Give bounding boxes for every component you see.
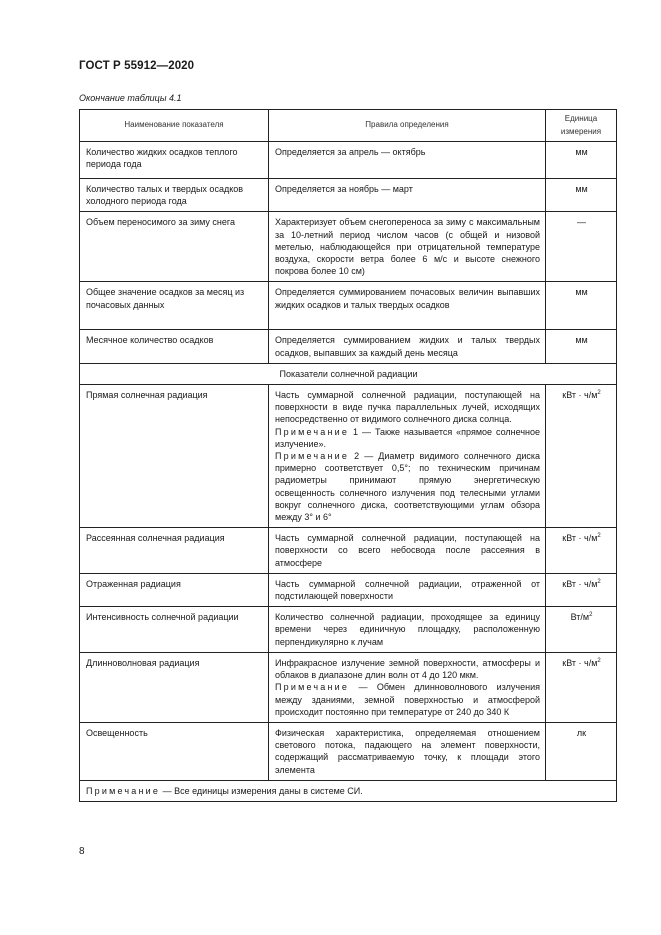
row-unit: $Вт/м^2$ <box>546 607 617 653</box>
row-rule: Количество солнечной радиации, проходящее за единицу времени через единичную площадку, расположенную перпендикулярно к лучам <box>269 607 546 653</box>
table-row <box>80 652 617 722</box>
row-rule: Определяется за ноябрь — март <box>269 179 546 212</box>
row-note <box>275 426 540 450</box>
table-row <box>80 282 617 330</box>
row-rule: Определяется суммированием жидких и талых твердых осадков, выпавших за каждый день месяца <box>269 330 546 363</box>
row-unit: кВт · $ч/м^2$ <box>546 573 617 606</box>
table-row <box>80 142 617 179</box>
column-header-rule: Правила определения <box>269 110 546 142</box>
row-rule: Характеризует объем снегопереноса за зиму с максимальным за 10-летний период числом часов (с общей и низовой метелью, наблюдающейся при отрицательной температуре воздуха, скорости ветра более 6 м/с и высоте снежного покрова более 10 см) <box>269 212 546 282</box>
table-row <box>80 212 617 282</box>
table-row <box>80 179 617 212</box>
row-unit: кВт · $ч/м^2$ <box>546 385 617 528</box>
unit-exponent: 2 <box>597 390 601 397</box>
column-header-name: Наименование показателя <box>80 110 269 142</box>
section-row <box>80 363 617 384</box>
unit-exponent: 2 <box>597 657 601 664</box>
footnote-row <box>80 780 617 801</box>
row-rule: Часть суммарной солнечной радиации, отраженной от подстилающей поверхности <box>269 573 546 606</box>
row-name: Длинноволновая радиация <box>80 652 269 722</box>
column-header-unit: Единица измерения <box>546 110 617 142</box>
row-name: Прямая солнечная радиация <box>80 385 269 528</box>
row-name: Количество жидких осадков теплого периода года <box>80 142 269 179</box>
table-row <box>80 385 617 528</box>
table-row <box>80 528 617 574</box>
row-unit: кВт · $ч/м^2$ <box>546 652 617 722</box>
note-text: — Обмен длинноволнового излучения между зданиями, земной поверхностью и атмосферой происходит постоянно при температуре от 240 до 340 К <box>275 682 540 717</box>
note-text: 1 — Также называется «прямое солнечное излучение». <box>275 426 540 449</box>
table-row <box>80 607 617 653</box>
row-unit: кВт · $ч/м^2$ <box>546 528 617 574</box>
row-rule-cell <box>269 385 546 528</box>
unit-exponent: 2 <box>597 533 601 540</box>
row-name: Интенсивность солнечной радиации <box>80 607 269 653</box>
table-caption: Окончание таблицы 4.1 <box>79 93 182 103</box>
row-rule: Физическая характеристика, определяемая отношением светового потока, падающего на элемент поверхности, содержащий рассматриваемую точку, к площади этого элемента <box>269 722 546 780</box>
footnote-label: Примечание <box>86 785 161 796</box>
row-name: Отраженная радиация <box>80 573 269 606</box>
unit-exponent: 2 <box>589 612 593 619</box>
row-name: Месячное количество осадков <box>80 330 269 363</box>
row-rule-cell <box>269 652 546 722</box>
document-code: ГОСТ Р 55912—2020 <box>79 60 195 72</box>
row-name: Рассеянная солнечная радиация <box>80 528 269 574</box>
footnote-text: — Все единицы измерения даны в системе СИ. <box>160 785 363 796</box>
row-unit: лк <box>546 722 617 780</box>
note-text: 2 — Диаметр видимого солнечного диска примерно соответствует 0,5°; по техническим причинам радиометры принимают прямую энергетическую освещенность солнечного излучения под телесными углами вокруг солнечного диска, соответствующими углам обзора между 3° и 6° <box>275 451 540 523</box>
table-row <box>80 330 617 363</box>
row-unit: мм <box>546 179 617 212</box>
row-note <box>275 681 540 718</box>
table-footnote <box>80 780 617 801</box>
row-note <box>275 450 540 523</box>
row-name: Количество талых и твердых осадков холодного периода года <box>80 179 269 212</box>
note-label: Примечание <box>275 426 350 437</box>
section-title: Показатели солнечной радиации <box>80 363 617 384</box>
table-row <box>80 722 617 780</box>
table-header-row <box>80 110 617 142</box>
row-unit: мм <box>546 330 617 363</box>
row-name: Общее значение осадков за месяц из почасовых данных <box>80 282 269 330</box>
row-rule: Инфракрасное излучение земной поверхности, атмосферы и облаков в диапазоне длин волн от 4 до 120 мкм. <box>275 657 540 681</box>
page-number: 8 <box>79 846 85 857</box>
row-name: Объем переносимого за зиму снега <box>80 212 269 282</box>
row-rule: Определяется суммированием почасовых величин выпавших жидких осадков и талых твердых осадков <box>269 282 546 330</box>
row-name: Освещенность <box>80 722 269 780</box>
row-unit: мм <box>546 282 617 330</box>
row-unit: — <box>546 212 617 282</box>
note-label: Примечание <box>275 451 350 462</box>
row-rule: Часть суммарной солнечной радиации, поступающей на поверхности со всего небосвода после рассеяния в атмосфере <box>269 528 546 574</box>
row-rule: Часть суммарной солнечной радиации, поступающей на поверхности в виде пучка параллельных лучей, исходящих непосредственно от видимого солнечного диска солнца. <box>275 390 540 425</box>
row-rule: Определяется за апрель — октябрь <box>269 142 546 179</box>
table-row <box>80 573 617 606</box>
indicators-table <box>79 109 617 802</box>
note-label: Примечание <box>275 682 350 693</box>
unit-exponent: 2 <box>597 578 601 585</box>
row-unit: мм <box>546 142 617 179</box>
